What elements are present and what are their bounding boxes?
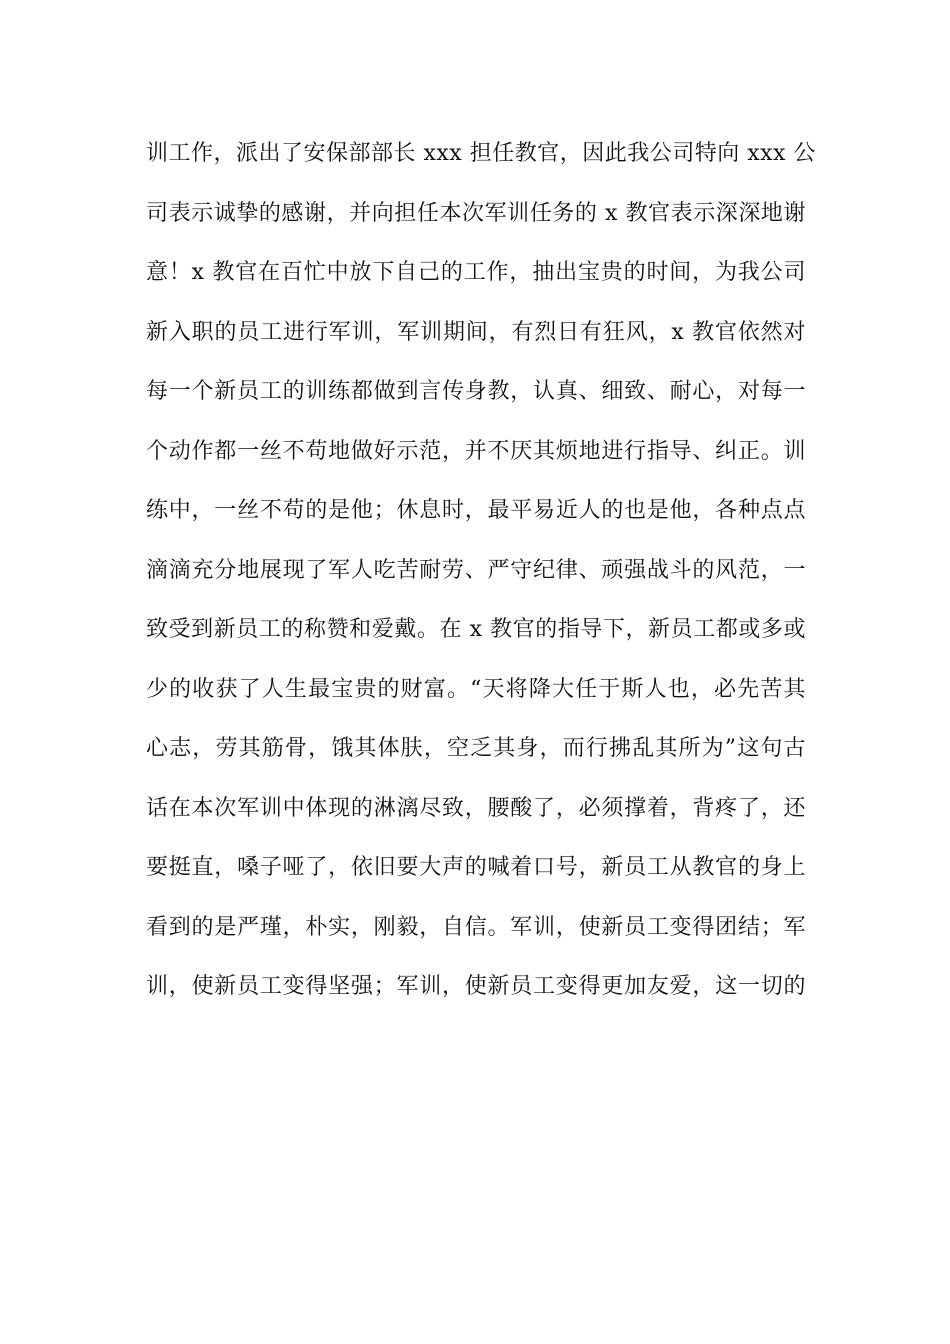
text-line: 滴滴充分地展现了军人吃苦耐劳、严守纪律、顽强战斗的风范，一 xyxy=(146,557,806,583)
body-paragraph xyxy=(146,130,816,1023)
text-line: 看到的是严瑾，朴实，刚毅，自信。军训，使新员工变得团结；军 xyxy=(146,914,806,940)
text-line: 少的收获了人生最宝贵的财富。“天将降大任于斯人也，必先苦其 xyxy=(146,676,806,702)
text-line: 致受到新员工的称赞和爱戴。在 x 教官的指导下，新员工都或多或 xyxy=(146,617,806,642)
text-line: 每一个新员工的训练都做到言传身教，认真、细致、耐心，对每一 xyxy=(146,379,806,404)
text-line: 训，使新员工变得坚强；军训，使新员工变得更加友爱，这一切的 xyxy=(146,974,806,999)
text-line: 个动作都一丝不苟地做好示范，并不厌其烦地进行指导、纠正。训 xyxy=(146,438,806,464)
text-line: 练中，一丝不苟的是他；休息时，最平易近人的也是他，各种点点 xyxy=(146,498,806,523)
text-line: 心志，劳其筋骨，饿其体肤，空乏其身，而行拂乱其所为”这句古 xyxy=(146,736,806,761)
text-line: 要挺直，嗓子哑了，依旧要大声的喊着口号，新员工从教官的身上 xyxy=(146,855,806,880)
text-line: 话在本次军训中体现的淋漓尽致，腰酸了，必须撑着，背疼了，还 xyxy=(146,795,806,821)
text-line: 司表示诚挚的感谢，并向担任本次军训任务的 x 教官表示深深地谢 xyxy=(146,200,806,226)
text-line: 新入职的员工进行军训，军训期间，有烈日有狂风，x 教官依然对 xyxy=(146,319,806,345)
text-line: 意！x 教官在百忙中放下自己的工作，抽出宝贵的时间，为我公司 xyxy=(146,260,806,285)
text-line: 训工作，派出了安保部部长 xxx 担任教官，因此我公司特向 xxx 公 xyxy=(146,141,816,166)
